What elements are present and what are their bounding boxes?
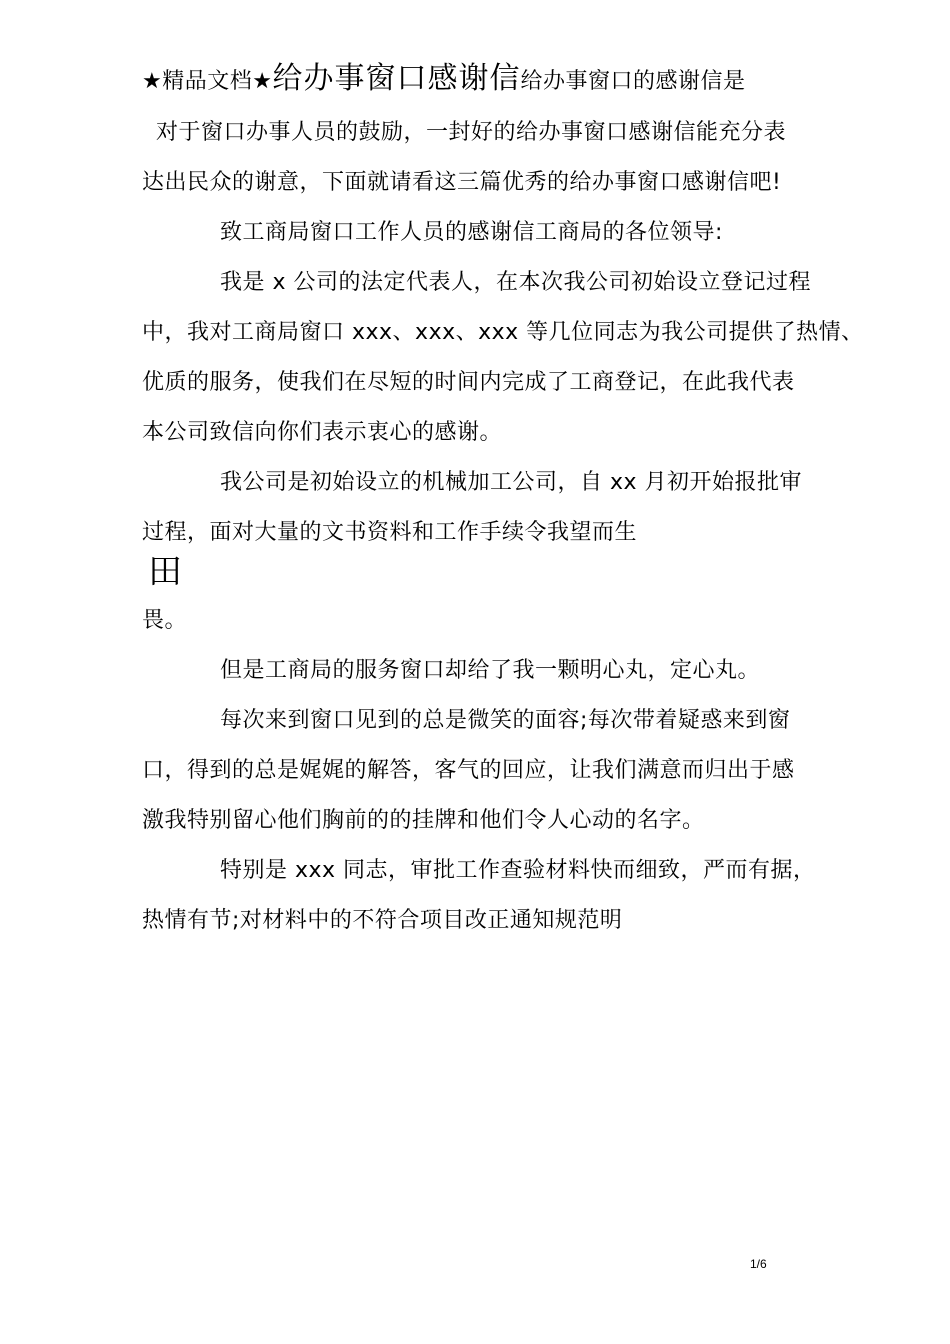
intro-line-1: 对于窗口办事人员的鼓励，一封好的给办事窗口感谢信能充分表 — [156, 120, 787, 145]
paragraph-1-line-4: 本公司致信向你们表示衷心的感谢。 — [142, 420, 503, 445]
document-title: 给办事窗口感谢信 — [272, 61, 521, 96]
paragraph-4-line-2: 口，得到的总是娓娓的解答，客气的回应，让我们满意而归出于感 — [142, 758, 795, 783]
paragraph-5-line-2: 热情有节;对材料中的不符合项目改正通知规范明 — [142, 908, 623, 933]
paragraph-5-line-1: 特别是 xxx 同志，审批工作查验材料快而细致，严而有据， — [220, 858, 816, 883]
page-number: 1/6 — [750, 1257, 767, 1271]
paragraph-4-line-3: 激我特别留心他们胸前的的挂牌和他们令人心动的名字。 — [142, 808, 705, 833]
paragraph-1-line-3: 优质的服务，使我们在尽短的时间内完成了工商登记，在此我代表 — [142, 370, 795, 395]
paragraph-1-line-1: 我是 x 公司的法定代表人，在本次我公司初始设立登记过程 — [220, 270, 812, 295]
title-tail-text: 给办事窗口的感谢信是 — [520, 69, 746, 94]
large-character: 田 — [148, 552, 182, 592]
paragraph-2-end: 畏。 — [142, 608, 188, 633]
title-line — [142, 61, 746, 97]
paragraph-2-line-1: 我公司是初始设立的机械加工公司，自 xx 月初开始报批审 — [220, 470, 803, 495]
intro-line-2: 达出民众的谢意，下面就请看这三篇优秀的给办事窗口感谢信吧! — [142, 170, 782, 195]
paragraph-4-line-1: 每次来到窗口见到的总是微笑的面容;每次带着疑惑来到窗 — [220, 708, 791, 733]
paragraph-1-line-2: 中，我对工商局窗口 xxx、xxx、xxx 等几位同志为我公司提供了热情、 — [142, 320, 864, 345]
paragraph-2-line-2: 过程，面对大量的文书资料和工作手续令我望而生 — [142, 520, 638, 545]
salutation: 致工商局窗口工作人员的感谢信工商局的各位领导: — [220, 220, 723, 245]
paragraph-3: 但是工商局的服务窗口却给了我一颗明心丸，定心丸。 — [220, 658, 761, 683]
quality-badge: ★精品文档★ — [142, 69, 273, 94]
